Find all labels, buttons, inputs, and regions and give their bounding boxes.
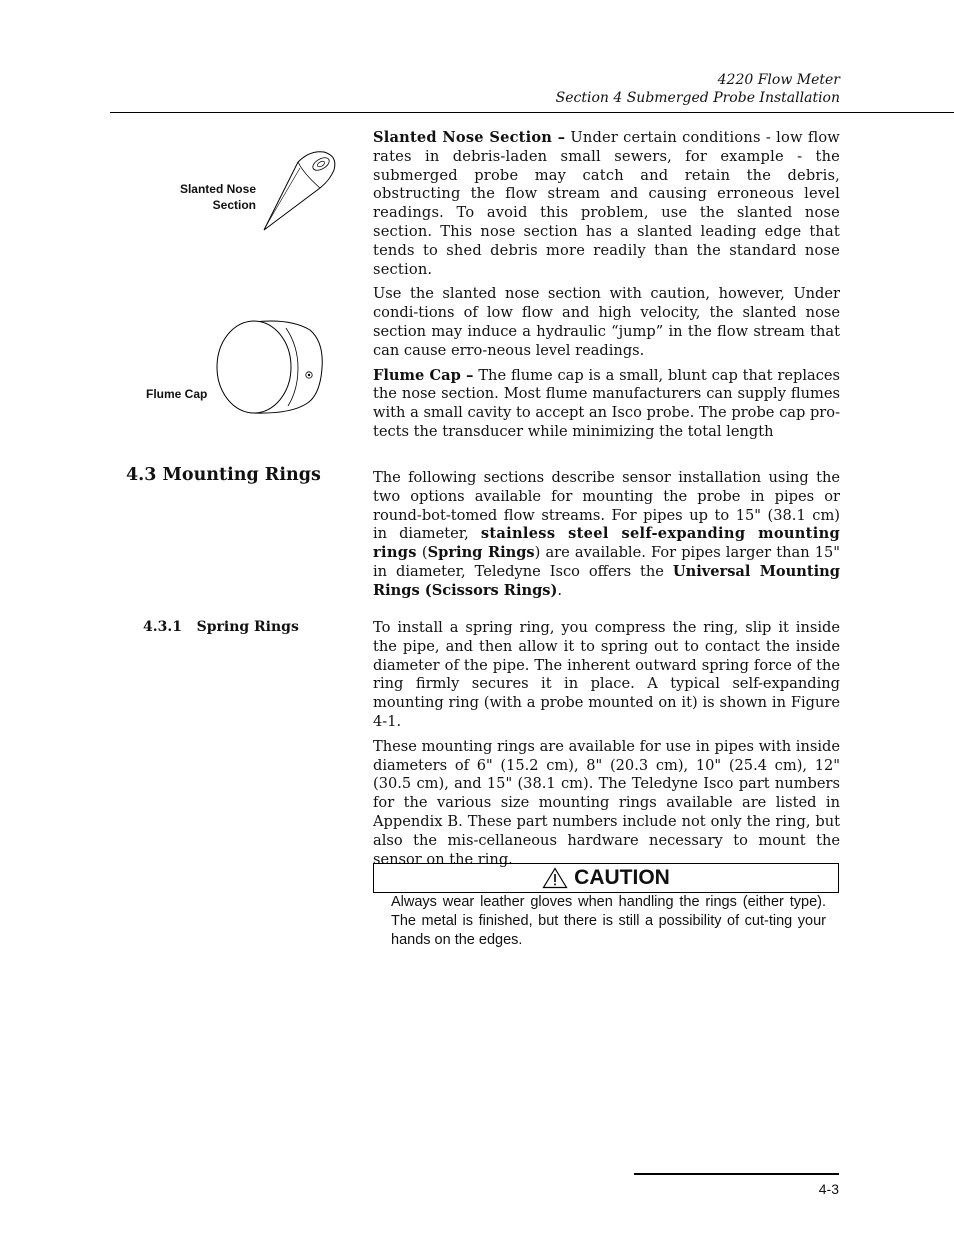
mounting-rings-text-e: ) are available. For pipes larger than 15" in diameter, Teledyne Isco offers the (373, 544, 840, 580)
spring-rings-paragraph-1: To install a spring ring, you compress the ring, slip it inside the pipe, and then allow it to spring out to contact the inside diameter of the pipe. The inherent outward spring force of the ring firmly secures it in place. A typical self-expanding mounting ring (with a probe mounted on it) is shown in Figure 4-1. (373, 619, 840, 730)
mounting-rings-text (373, 469, 840, 601)
caution-text: Always wear leather gloves when handling the rings (either type). The metal is finished, but there is still a possibility of cut-ting your hands on the edges. (391, 894, 826, 948)
spring-rings-text (373, 619, 840, 869)
slanted-nose-label (150, 181, 256, 213)
running-header-section: Section 4 Submerged Probe Installation (555, 90, 840, 106)
slanted-nose-paragraph (373, 129, 840, 279)
caution-box (373, 863, 839, 893)
spring-rings-term: stainless steel self-expanding mounting rings (373, 525, 840, 562)
scissors-rings-term: Universal Mounting Rings (Scissors Rings) (373, 562, 840, 599)
mounting-rings-paragraph (373, 469, 840, 601)
page-number: 4-3 (818, 1181, 839, 1197)
header-rule (110, 112, 954, 113)
slanted-nose-label-line1: Slanted Nose (179, 182, 256, 196)
slanted-nose-label-line2: Section (212, 198, 256, 212)
flume-cap-illustration (214, 316, 326, 418)
mounting-rings-text-a: The following sections describe sensor installation using the two options available for mounting the probe in pipes or round-bot-tomed flow streams. For pipes up to 15" (38.1 cm) in diameter, (373, 469, 840, 543)
slanted-nose-caution-paragraph: Use the slanted nose section with caution, however, Under condi-tions of low flow and high velocity, the slanted nose section may induce a hydraulic “jump” in the flow stream that can cause erro-neous level readings. (373, 285, 840, 359)
flume-cap-body: The flume cap is a small, blunt cap that replaces the nose section. Most flume manufacturers can supply flumes with a small cavity to accept an Isco probe. The probe cap pro-tects the transducer while minimizing the total length (373, 366, 840, 440)
mounting-rings-text-g: . (557, 581, 563, 599)
footer-rule (634, 1173, 839, 1175)
slanted-nose-heading: Slanted Nose Section – (373, 129, 566, 146)
slanted-nose-illustration (258, 148, 342, 234)
spring-rings-paragraph-2: These mounting rings are available for use in pipes with inside diameters of 6" (15.2 cm), 8" (20.3 cm), 10" (25.4 cm), 12" (30.5 cm), and 15" (38.1 cm). The Teledyne Isco part numbers for the various size mounting rings available are listed in Appendix B. These part numbers include not only the ring, but also the mis-cellaneous hardware necessary to mount the sensor on the ring. (373, 737, 840, 868)
warning-triangle-icon (542, 867, 568, 889)
flume-cap-label: Flume Cap (146, 387, 208, 401)
section-heading-4-3-1: 4.3.1 Spring Rings (143, 619, 299, 635)
spring-rings-name: Spring Rings (427, 544, 535, 562)
section-heading-4-3: 4.3 Mounting Rings (126, 465, 321, 485)
caution-title: CAUTION (574, 866, 670, 889)
flume-cap-paragraph (373, 367, 840, 442)
slanted-nose-body: Under certain conditions - low flow rates in debris-laden small sewers, for example - the submerged probe may catch and retain the debris, obstructing the flow stream and causing erroneous level readings. To avoid this problem, use the slanted nose section. This nose section has a slanted leading edge that tends to shed debris more readily than the standard nose section. (373, 129, 840, 278)
mounting-rings-text-c: ( (416, 544, 428, 562)
flume-cap-heading: Flume Cap – (373, 366, 474, 384)
slanted-nose-text (373, 129, 840, 442)
running-header-title: 4220 Flow Meter (717, 72, 840, 88)
